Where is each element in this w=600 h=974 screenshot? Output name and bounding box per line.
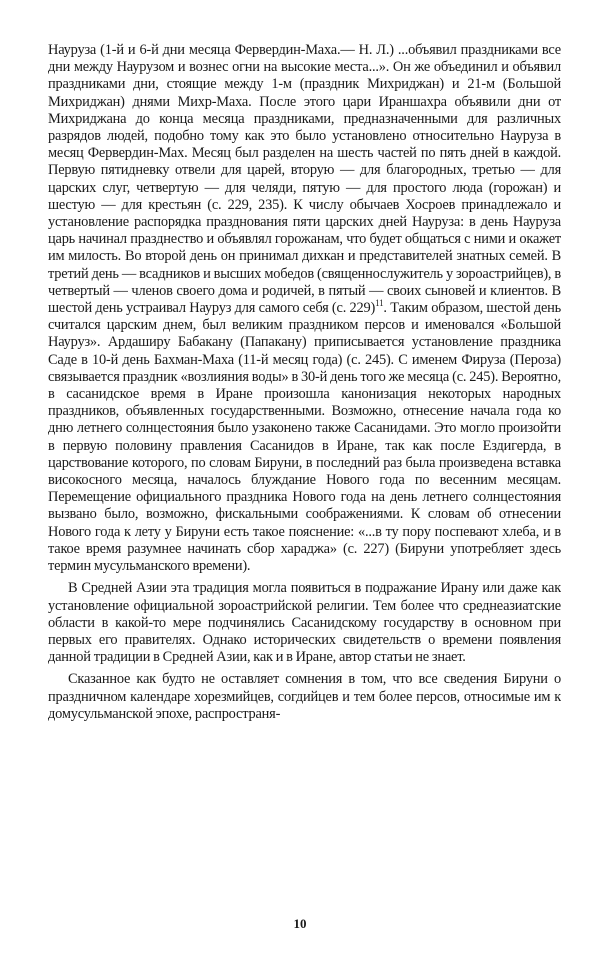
paragraph-1-text-b: . Таким образом, шестой день считался царским днем, был великим праздником персов и именовался «Большой Науруз». Ардаширу Бабакану (Папакану) приписывается установление праздника Саде в 10-й день Бахман-Маха (11-й месяц года) (с. 245). С именем Фируза (Пероза) связывается праздник «возлияния воды» в 30-й день того же месяца (с. 245). Вероятно, в сасанидское время в Иране произошла канонизация некоторых народных праздников, объявленных государственными. Возможно, отнесение начала года ко дню летнего солнцестояния было узаконено также Сасанидами. Это могло произойти в первую половину правления Сасанидов в Иране, так как после Ездигерда, в царствование которого, по словам Бируни, в последний раз была произведена вставка високосного месяца, началось блуждание Нового года по весенним месяцам. Перемещение официального праздника Нового года на день летнего солнцестояния вызвано было, возможно, фискальными соображениями. К словам об отнесении Нового года к лету у Бируни есть такое пояснение: «...в ту пору поспевают хлеба, и в такое время разумнее начинать сбор хараджа» (с. 227) (Бируни употребляет здесь термин мусульманского времени).: [48, 300, 561, 575]
paragraph-2: В Средней Азии эта традиция могла появиться в подражание Ирану или даже как установление официальной зороастрийской религии. Тем более что среднеазиатские области в какой-то мере подчинялись Сасанидскому государству в основном при первых его правителях. Однако исторических свидетельств о времени появления данной традиции в Средней Азии, как и в Иране, автор статьи не знает.: [48, 580, 561, 666]
paragraph-1: [48, 42, 561, 575]
page-number: 10: [293, 916, 307, 931]
page-body: [48, 42, 561, 922]
paragraph-1-text-a: Науруза (1-й и 6-й дни месяца Фервердин-Маха.— Н. Л.) ...объявил праздниками все дни между Наурузом и вознес огни на высокие места...». Он же объединил и объявил праздниками дни, стоящие между 1-м (праздник Михриджан) и 21-м (Большой Михриджан) днями Михр-Маха. После этого цари Ираншахра объявили дни от Михриджана до конца месяца праздниками, предназначенными для различных разрядов людей, подобно тому как это было установлено относительно Науруза в месяц Фервердин-Мах. Месяц был разделен на шесть частей по пять дней в каждой. Первую пятидневку отвели для царей, вторую — для благородных, третью — для царских слуг, четвертую — для челяди, пятую — для простого люда (горожан) и шестую — для крестьян (с. 229, 235). К числу обычаев Хосроев принадлежало и установление распорядка празднования пяти царских дней Науруза: в день Науруза царь начинал празднество и объявлял горожанам, что будет общаться с ними и окажет им милость. Во второй день он принимал дихкан и представителей знатных семей. В третий день — всадников и высших мобедов (священнослужитель у зороастрийцев), в четвертый — членов своего дома и родичей, в пятый — своих сыновей и клиентов. В шестой день устраивал Науруз для самого себя (с. 229): [48, 42, 561, 317]
paragraph-3: Сказанное как будто не оставляет сомнения в том, что все сведения Бируни о праздничном календаре хорезмийцев, согдийцев и тем более персов, относимые им к домусульманской эпохе, распространя-: [48, 671, 561, 722]
footnote-marker-11: 11: [375, 298, 384, 309]
